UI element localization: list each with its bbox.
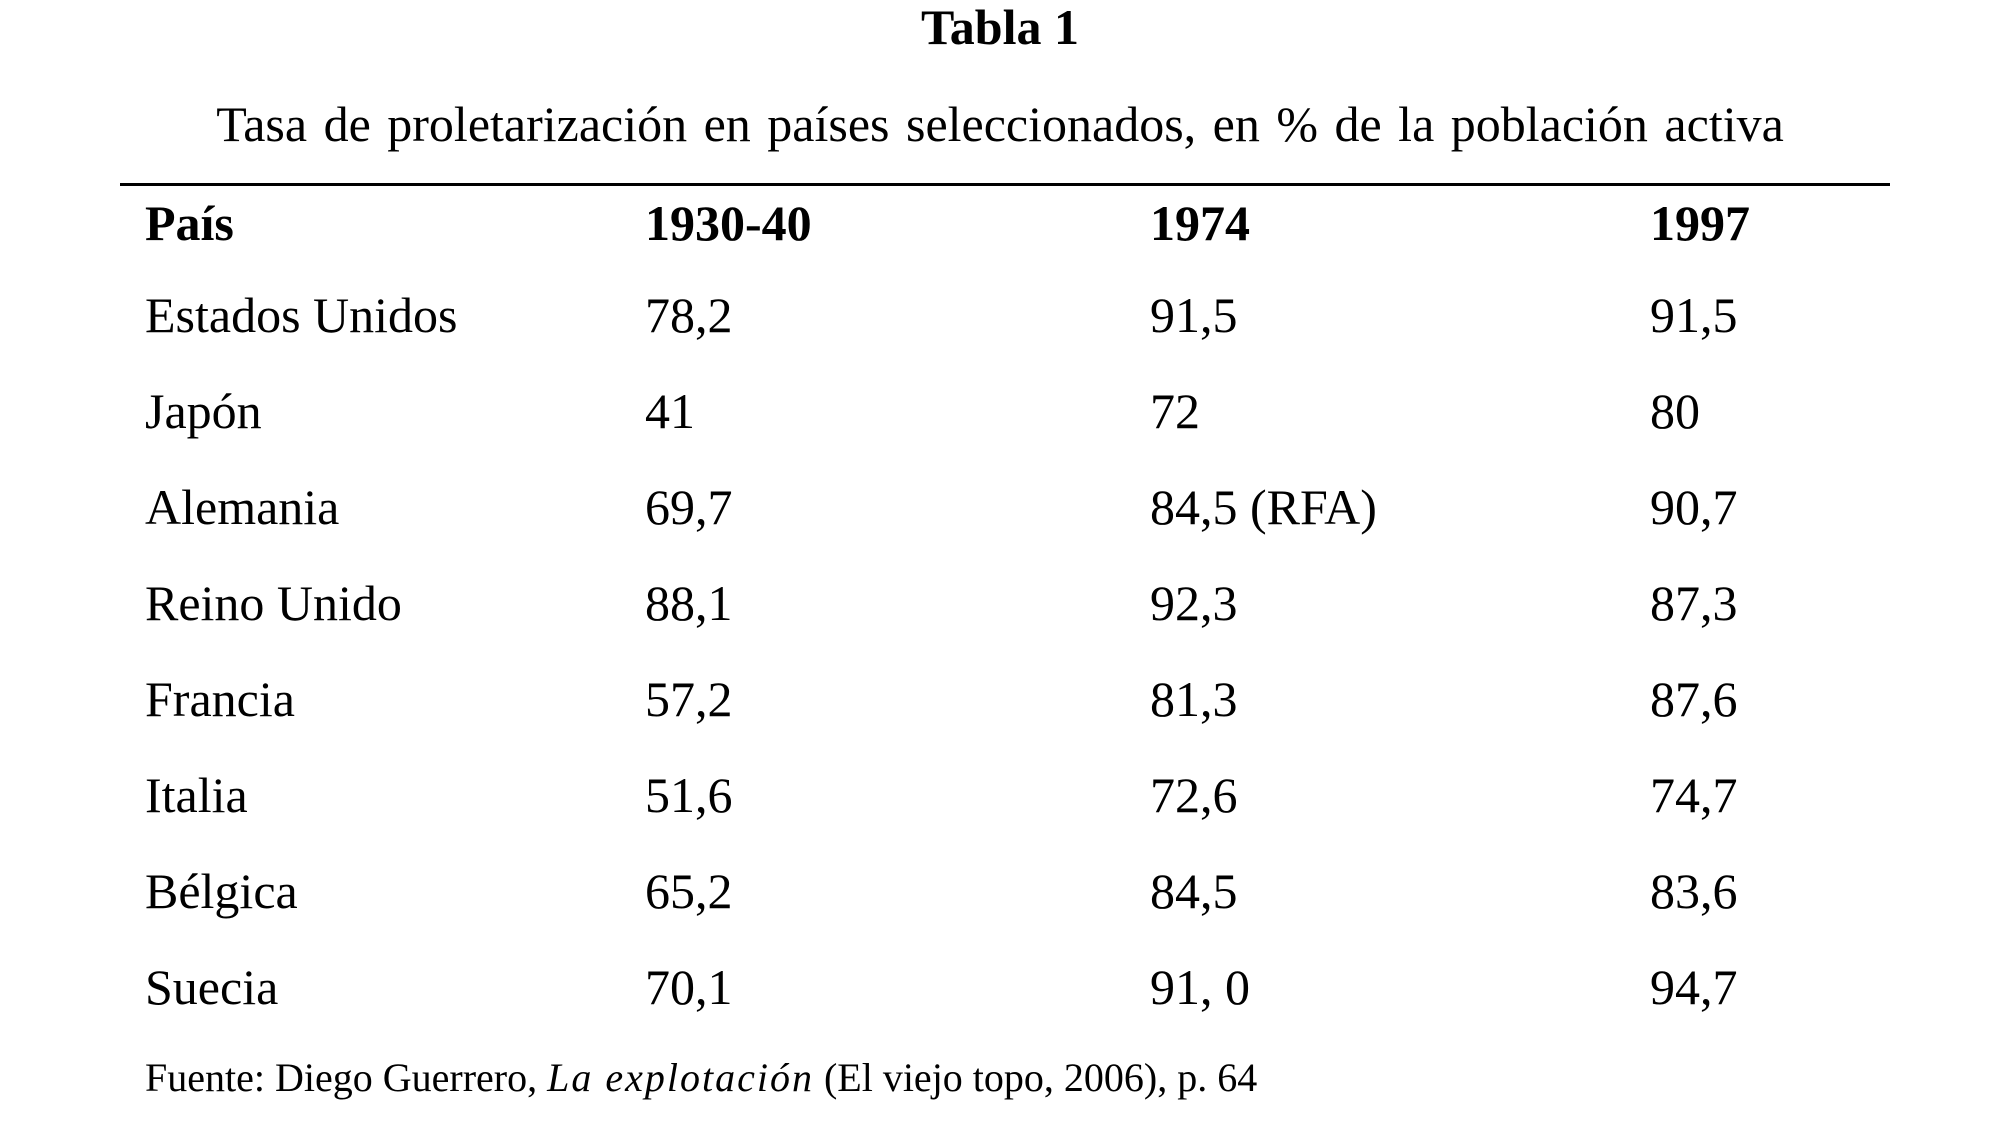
column-header-1997: 1997: [1650, 195, 1750, 251]
value-cell: 57,2: [645, 671, 733, 727]
country-cell: Bélgica: [145, 863, 298, 919]
column-header-1930-40: 1930-40: [645, 195, 812, 251]
country-cell: Estados Unidos: [145, 287, 458, 343]
country-cell: Alemania: [145, 479, 340, 535]
value-cell: 92,3: [1150, 575, 1238, 631]
country-cell: Suecia: [145, 959, 279, 1015]
value-cell: 87,3: [1650, 575, 1738, 631]
column-header-1974: 1974: [1150, 195, 1250, 251]
value-cell: 78,2: [645, 287, 733, 343]
table-header-row: [0, 190, 2000, 256]
value-cell: 84,5 (RFA): [1150, 479, 1377, 535]
table-row: [0, 352, 2000, 448]
country-cell: Italia: [145, 767, 248, 823]
source-work-title: La explotación: [547, 1055, 814, 1100]
value-cell: 84,5: [1150, 863, 1238, 919]
value-cell: 83,6: [1650, 863, 1738, 919]
data-table: [0, 190, 2000, 1024]
table-body: [0, 256, 2000, 1024]
value-cell: 72: [1150, 383, 1200, 439]
value-cell: 90,7: [1650, 479, 1738, 535]
value-cell: 65,2: [645, 863, 733, 919]
column-header-country: País: [145, 195, 234, 251]
value-cell: 74,7: [1650, 767, 1738, 823]
table-title: Tabla 1: [921, 0, 1079, 55]
value-cell: 51,6: [645, 767, 733, 823]
top-rule: [120, 183, 1890, 186]
country-cell: Japón: [145, 383, 262, 439]
source-note: [145, 1048, 1257, 1108]
table-row: [0, 640, 2000, 736]
source-suffix: (El viejo topo, 2006), p. 64: [813, 1055, 1258, 1100]
value-cell: 91,5: [1150, 287, 1238, 343]
value-cell: 91, 0: [1150, 959, 1250, 1015]
source-prefix: Fuente: Diego Guerrero,: [145, 1055, 548, 1100]
table-row: [0, 832, 2000, 928]
table-row: [0, 736, 2000, 832]
country-cell: Reino Unido: [145, 575, 402, 631]
table-row: [0, 544, 2000, 640]
table-row: [0, 448, 2000, 544]
table-subtitle: Tasa de proletarización en países seleccionados, en % de la población activa: [216, 96, 1784, 152]
value-cell: 94,7: [1650, 959, 1738, 1015]
table-row: [0, 256, 2000, 352]
value-cell: 72,6: [1150, 767, 1238, 823]
country-cell: Francia: [145, 671, 295, 727]
table-row: [0, 928, 2000, 1024]
value-cell: 81,3: [1150, 671, 1238, 727]
value-cell: 87,6: [1650, 671, 1738, 727]
value-cell: 69,7: [645, 479, 733, 535]
value-cell: 91,5: [1650, 287, 1738, 343]
value-cell: 88,1: [645, 575, 733, 631]
value-cell: 41: [645, 383, 695, 439]
value-cell: 80: [1650, 383, 1700, 439]
value-cell: 70,1: [645, 959, 733, 1015]
